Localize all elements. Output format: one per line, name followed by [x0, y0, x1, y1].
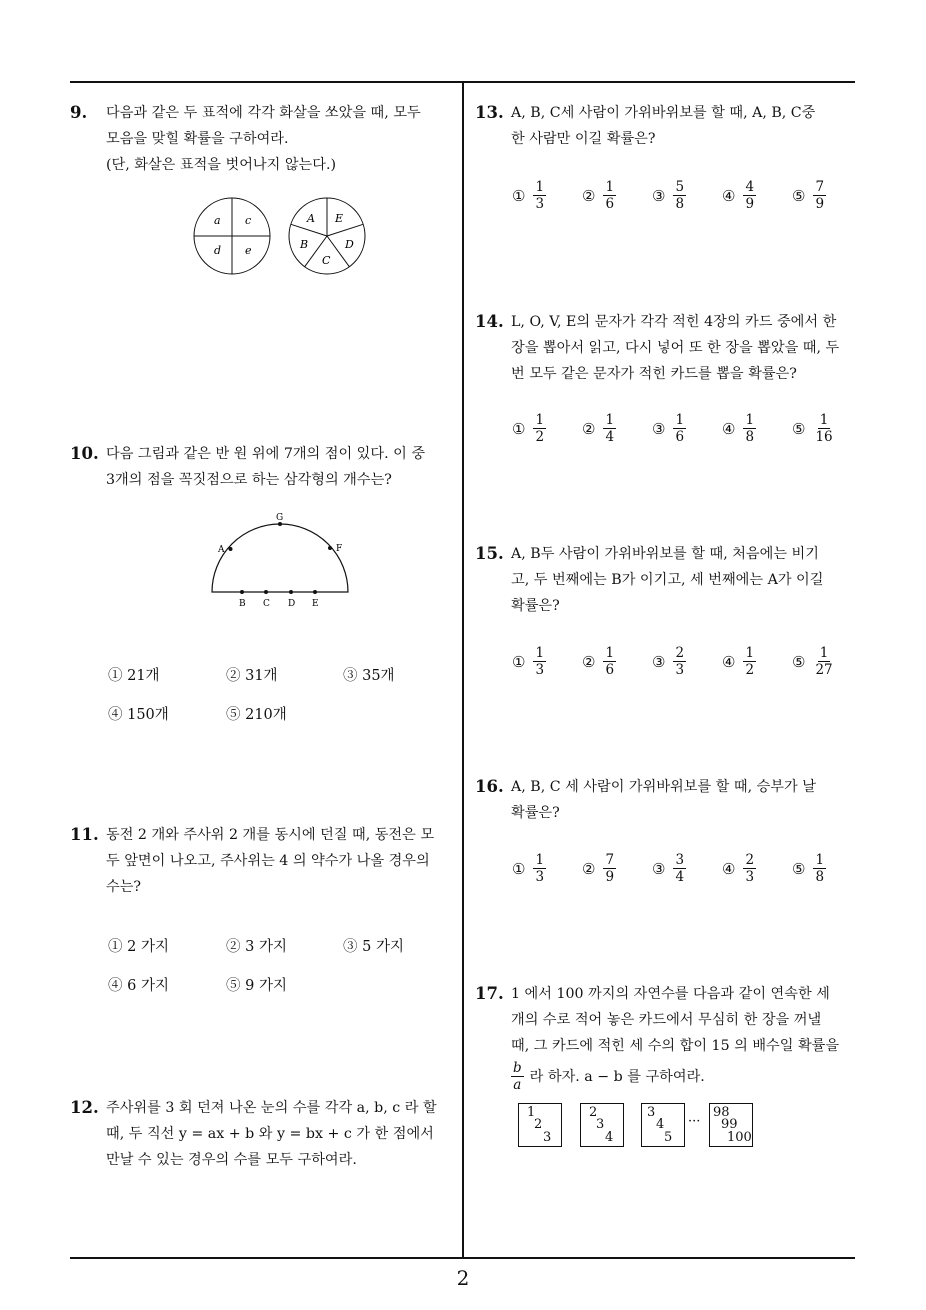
target-quartered	[194, 198, 270, 274]
point-label: A	[218, 545, 225, 555]
fraction: $\frac{1}{3}$	[535, 645, 545, 678]
question-text: 동전 2 개와 주사위 2 개를 동시에 던질 때, 동전은 모 두 앞면이 나오고, 주사위는 4 의 약수가 나올 경우의 수는?	[106, 827, 435, 895]
ellipsis: ···	[688, 1114, 701, 1129]
choice-3[interactable]: ③ 5 가지	[343, 939, 404, 955]
fraction: $\frac{2}{3}$	[745, 852, 755, 885]
choice-4[interactable]: ④ 150개	[108, 707, 169, 723]
choice-5[interactable]: ⑤ $\frac{1}{8}$	[792, 852, 825, 885]
question-text: A, B, C 세 사람이 가위바위보를 할 때, 승부가 날 확률은?	[511, 779, 816, 821]
fraction: $\frac{1}{6}$	[605, 645, 615, 678]
question-number: 17.	[475, 984, 504, 1003]
question-9	[70, 100, 421, 178]
sector-label: A	[307, 212, 315, 225]
choice-2[interactable]: ② $\frac{7}{9}$	[582, 852, 615, 885]
choice-4[interactable]: ④ $\frac{1}{8}$	[722, 412, 755, 445]
question-text: L, O, V, E의 문자가 각각 적힌 4장의 카드 중에서 한 장을 뽑아서 읽고, 다시 넣어 또 한 장을 뽑았을 때, 두 번 모두 같은 문자가 적힌 카드를 뽑을 확률은?	[511, 314, 840, 382]
choice-5[interactable]: ⑤ $\frac{7}{9}$	[792, 179, 825, 212]
fraction: $\frac{2}{3}$	[675, 645, 685, 678]
question-text: A, B, C세 사람이 가위바위보를 할 때, A, B, C중 한 사람만 이길 확률은?	[511, 105, 816, 147]
choice-4[interactable]: ④ $\frac{1}{2}$	[722, 645, 755, 678]
choice-5[interactable]: ⑤ $\frac{1}{27}$	[792, 645, 833, 678]
card: 98 99 100	[709, 1103, 753, 1147]
sector-label: B	[300, 238, 309, 251]
fraction: $\frac{7}{9}$	[815, 179, 825, 212]
choice-1[interactable]: ① $\frac{1}{3}$	[512, 179, 545, 212]
card: 3 4 5	[641, 1103, 685, 1147]
question-number: 14.	[475, 312, 504, 331]
point-label: B	[239, 599, 246, 609]
choice-2[interactable]: ② 31개	[226, 668, 278, 684]
target-fifths	[289, 198, 365, 274]
question-text: 1 에서 100 까지의 자연수를 다음과 같이 연속한 세 개의 수로 적어 놓은 카드에서 무심히 한 장을 꺼낼 때, 그 카드에 적힌 세 수의 합이 15 의 배수일 확률을 $\frac{b}{a}$ 라 하자. a − b 를 구하여라.	[511, 986, 840, 1093]
question-10	[70, 441, 425, 493]
choice-4[interactable]: ④ $\frac{4}{9}$	[722, 179, 755, 212]
point-label: F	[336, 544, 343, 554]
question-number: 10.	[70, 444, 99, 463]
question-text: A, B두 사람이 가위바위보를 할 때, 처음에는 비기 고, 두 번째에는 B가 이기고, 세 번째에는 A가 이길 확률은?	[511, 546, 824, 614]
fraction: $\frac{1}{16}$	[815, 412, 833, 445]
fraction: $\frac{1}{6}$	[605, 179, 615, 212]
question-number: 15.	[475, 544, 504, 563]
choice-4[interactable]: ④ 6 가지	[108, 978, 169, 994]
sector-label: d	[214, 244, 222, 257]
sector-label: e	[245, 244, 252, 257]
choice-3[interactable]: ③ $\frac{2}{3}$	[652, 645, 685, 678]
dartboard-figure	[190, 196, 370, 276]
choice-4[interactable]: ④ $\frac{2}{3}$	[722, 852, 755, 885]
fraction: $\frac{4}{9}$	[745, 179, 755, 212]
question-16	[475, 774, 816, 826]
question-number: 12.	[70, 1098, 99, 1117]
question-15	[475, 541, 823, 619]
choice-2[interactable]: ② $\frac{1}{6}$	[582, 645, 615, 678]
card: 2 3 4	[580, 1103, 624, 1147]
sector-label: a	[214, 214, 221, 227]
question-17	[475, 981, 839, 1092]
sector-label: D	[345, 238, 354, 251]
choice-1[interactable]: ① $\frac{1}{3}$	[512, 645, 545, 678]
question-number: 11.	[70, 825, 99, 844]
fraction: $\frac{1}{27}$	[815, 645, 833, 678]
bottom-rule	[70, 1257, 855, 1259]
card: 1 2 3	[518, 1103, 562, 1147]
fraction: $\frac{1}{6}$	[675, 412, 685, 445]
choice-1[interactable]: ① $\frac{1}{3}$	[512, 852, 545, 885]
choice-1[interactable]: ① $\frac{1}{2}$	[512, 412, 545, 445]
fraction: $\frac{1}{8}$	[815, 852, 825, 885]
choice-2[interactable]: ② $\frac{1}{4}$	[582, 412, 615, 445]
semicircle-figure	[200, 508, 360, 612]
point-label: E	[312, 599, 319, 609]
question-number: 16.	[475, 777, 504, 796]
point-label: G	[276, 513, 284, 523]
choice-2[interactable]: ② $\frac{1}{6}$	[582, 179, 615, 212]
question-text: 주사위를 3 회 던져 나온 눈의 수를 각각 a, b, c 라 할 때, 두 직선 y = ax + b 와 y = bx + c 가 한 점에서 만날 수 있는 경우의 수를 모두 구하여라.	[106, 1100, 437, 1168]
choice-5[interactable]: ⑤ 9 가지	[226, 978, 287, 994]
choice-3[interactable]: ③ 35개	[343, 668, 395, 684]
sector-label: c	[245, 214, 252, 227]
sector-label: C	[322, 254, 331, 267]
fraction: $\frac{1}{4}$	[605, 412, 615, 445]
fraction: $\frac{1}{2}$	[745, 645, 755, 678]
fraction: $\frac{1}{2}$	[535, 412, 545, 445]
fraction-b-over-a: $\frac{b}{a}$	[513, 1060, 522, 1093]
page-number: 2	[456, 1266, 470, 1290]
fraction: $\frac{5}{8}$	[675, 179, 685, 212]
point-label: C	[263, 599, 270, 609]
choice-1[interactable]: ① 21개	[108, 668, 160, 684]
question-text: 다음과 같은 두 표적에 각각 화살을 쏘았을 때, 모두 모음을 맞힐 확률을 구하여라. (단, 화살은 표적을 벗어나지 않는다.)	[106, 105, 421, 173]
question-14	[475, 309, 839, 387]
question-12	[70, 1095, 437, 1173]
choice-5[interactable]: ⑤ $\frac{1}{16}$	[792, 412, 833, 445]
question-number: 9.	[70, 103, 88, 122]
question-number: 13.	[475, 103, 504, 122]
choice-3[interactable]: ③ $\frac{3}{4}$	[652, 852, 685, 885]
choice-2[interactable]: ② 3 가지	[226, 939, 287, 955]
point-label: D	[288, 599, 296, 609]
fraction: $\frac{1}{3}$	[535, 179, 545, 212]
question-11	[70, 822, 434, 900]
choice-5[interactable]: ⑤ 210개	[226, 707, 287, 723]
question-text: 다음 그림과 같은 반 원 위에 7개의 점이 있다. 이 중 3개의 점을 꼭짓점으로 하는 삼각형의 개수는?	[106, 446, 426, 488]
fraction-line: $\frac{b}{a}$ 라 하자. a − b 를 구하여라.	[513, 1060, 705, 1093]
fraction: $\frac{3}{4}$	[675, 852, 685, 885]
fraction: $\frac{1}{3}$	[535, 852, 545, 885]
question-13	[475, 100, 815, 152]
sector-label: E	[335, 212, 344, 225]
choice-1[interactable]: ① 2 가지	[108, 939, 169, 955]
choice-3[interactable]: ③ $\frac{1}{6}$	[652, 412, 685, 445]
fraction: $\frac{1}{8}$	[745, 412, 755, 445]
column-divider	[462, 82, 464, 1258]
fraction: $\frac{7}{9}$	[605, 852, 615, 885]
choice-3[interactable]: ③ $\frac{5}{8}$	[652, 179, 685, 212]
